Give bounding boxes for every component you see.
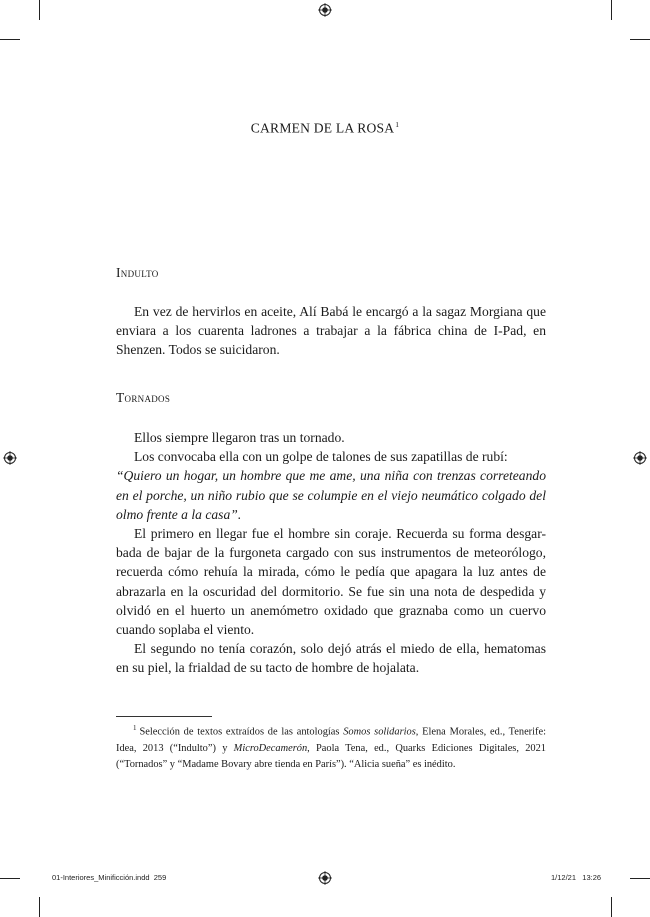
footnote-mark: 1	[133, 724, 137, 732]
title-footnote-mark: 1	[395, 120, 400, 129]
section-heading-indulto: Indulto	[116, 265, 159, 280]
registration-mark-right-icon	[633, 451, 647, 465]
registration-mark-top-icon	[318, 3, 332, 17]
footnote-text: , Elena Morales, ed., Tenerife: Idea, 2013 (“Indulto”) y	[116, 726, 546, 754]
crop-mark-bottom-left-vertical	[39, 897, 40, 917]
slug-filename: 01-Interiores_Minificción.indd	[52, 873, 150, 882]
crop-mark-top-right-vertical	[611, 0, 612, 20]
slug-date: 1/12/21	[551, 873, 577, 882]
paragraph: Ellos siempre llegaron tras un tornado.	[134, 430, 345, 445]
footnote	[116, 720, 546, 773]
section-body-indulto	[116, 302, 546, 360]
footnote-text: Selección de textos extraídos de las antologías	[139, 726, 344, 738]
slug-file-info	[52, 873, 166, 882]
paragraph: El segundo no tenía corazón, solo dejó atrás el miedo de ella, hematomas en su piel, la frialdad de su tacto de hombre de hojalata.	[116, 641, 546, 676]
crop-mark-bottom-right-horizontal	[630, 878, 650, 879]
chapter-title	[0, 120, 650, 137]
crop-mark-top-right-horizontal	[630, 39, 650, 40]
section-heading-tornados: Tornados	[116, 390, 171, 405]
crop-mark-top-left-vertical	[39, 0, 40, 20]
registration-mark-bottom-icon	[318, 871, 332, 885]
quote-paragraph: “Quiero un hogar, un hombre que me ame, una niña con trenzas correteando en el porche, un niño rubio que se columpie en el viejo neumático colgado del olmo frente a la casa”.	[116, 468, 546, 522]
slug-time: 13:26	[582, 873, 602, 882]
chapter-title-text: CARMEN DE LA ROSA	[250, 120, 395, 136]
footnote-book-title: Somos solidarios	[343, 726, 416, 738]
slug-date-info	[551, 873, 601, 882]
section-body-tornados	[116, 428, 546, 678]
paragraph: En vez de hervirlos en aceite, Alí Babá le encargó a la sagaz Morgiana que enviara a los cuarenta ladrones a trabajar a la fábrica china de I-Pad, en Shenzen. Todos se suicidaron.	[116, 304, 546, 358]
crop-mark-top-left-horizontal	[0, 39, 20, 40]
paragraph: Los convocaba ella con un golpe de talones de sus zapatillas de rubí:	[134, 449, 508, 465]
footnote-book-title: MicroDecamerón	[233, 742, 308, 754]
footnote-text: , Paola Tena, ed., Quarks Ediciones Digitales, 2021 (“Tornados” y “Madame Bovary abre tienda en París”). “Alicia sueña” es inédito.	[116, 742, 546, 771]
crop-mark-bottom-right-vertical	[611, 897, 612, 917]
crop-mark-bottom-left-horizontal	[0, 878, 20, 879]
paragraph: El primero en llegar fue el hombre sin coraje. Recuerda su forma desgar-bada de bajar de la furgoneta cargado con sus instrumentos de meteorólogo, recuerda cómo rehuía la mirada, cómo le pedía que apagara la luz antes de abrazarla en la oscuridad del dormitorio. Se fue sin una nota de despedida y olvidó en el huerto un anemómetro oxidado que graznaba como un cuervo cuando soplaba el viento.	[116, 526, 546, 638]
registration-mark-left-icon	[3, 451, 17, 465]
slug-page-number: 259	[153, 873, 167, 882]
footnote-rule	[116, 716, 212, 717]
